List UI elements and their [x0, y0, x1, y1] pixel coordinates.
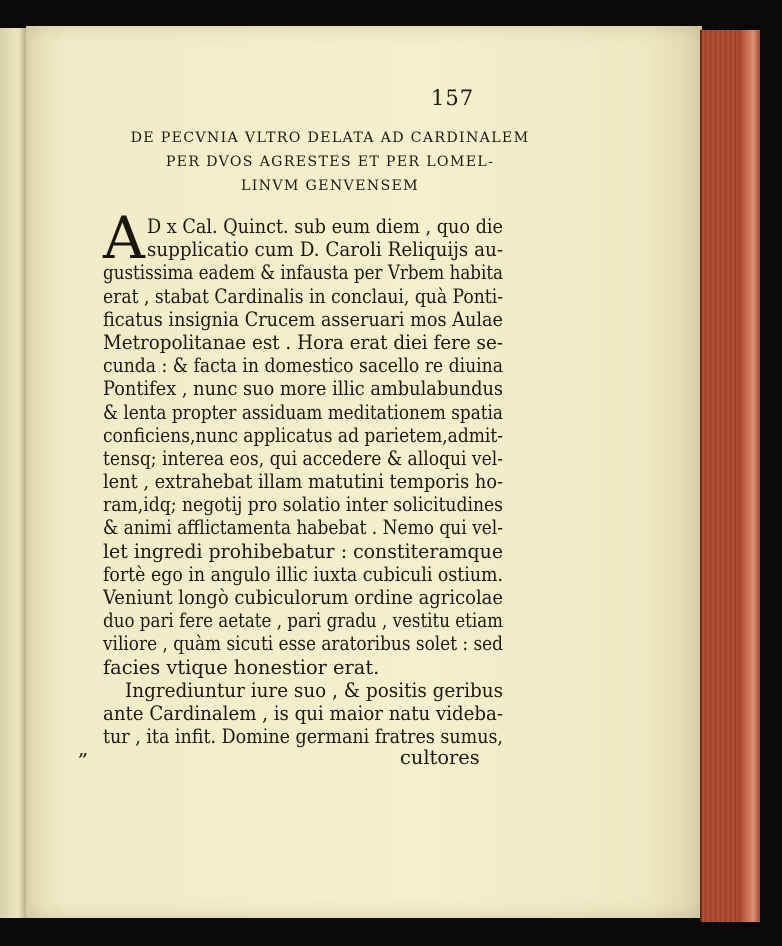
text-line: Pontifex , nunc suo more illic ambulabundus [103, 377, 503, 401]
text-line: duo pari fere aetate , pari gradu , vestitu etiam [103, 609, 503, 633]
quote-mark: „ [78, 736, 89, 760]
heading-line: PER DVOS AGRESTES ET PER LOMEL- [165, 154, 495, 170]
text-line: Ingrediuntur iure suo , & positis geribus [125, 678, 503, 702]
text-line: tur , ita infit. Domine germani fratres sumus, [103, 725, 503, 749]
cover-edge [738, 30, 760, 922]
text-line: viliore , quàm sicuti esse aratoribus solet : sed [103, 632, 503, 656]
text-line: ante Cardinalem , is qui maior natu videba- [103, 701, 503, 725]
chapter-heading [60, 126, 600, 198]
text-line: ram,idq; negotij pro solatio inter solicitudines [103, 493, 503, 517]
left-page-edge [0, 28, 27, 918]
text-line: Metropolitanae est . Hora erat diei fere se- [103, 330, 503, 354]
body-text [103, 215, 503, 748]
text-line: Veniunt longò cubiculorum ordine agricolae [103, 586, 503, 609]
page-block-edge [700, 30, 760, 922]
text-line: D x Cal. Quinct. sub eum diem , quo die [147, 215, 503, 238]
text-line: ficatus insignia Crucem asseruari mos Aulae [103, 307, 503, 331]
heading-line: DE PECVNIA VLTRO DELATA AD CARDINALEM [130, 130, 530, 146]
text-line: supplicatio cum D. Caroli Reliquijs au- [147, 238, 503, 262]
text-line: erat , stabat Cardinalis in conclaui, quà Ponti- [103, 284, 503, 308]
text-line: facies vtique honestior erat. [103, 655, 380, 679]
heading-line: LINVM GENVENSEM [241, 178, 419, 194]
page-number: 157 [431, 86, 475, 110]
text-line: gustissima eadem & infausta per Vrbem habita [103, 261, 503, 285]
text-line: fortè ego in angulo illic iuxta cubiculi ostium. [103, 562, 503, 586]
text-line: lent , extrahebat illam matutini temporis ho- [103, 470, 503, 494]
text-line: & lenta propter assiduam meditationem spatia [103, 400, 503, 424]
drop-cap: A [103, 204, 145, 272]
text-line: conficiens,nunc applicatus ad parietem,admit- [103, 423, 503, 447]
catchword: cultores [400, 746, 480, 769]
text-line: tensq; interea eos, qui accedere & alloqui vel- [103, 446, 503, 470]
text-line: cunda : & facta in domestico sacello re diuina [103, 354, 503, 378]
text-line: & animi afflictamenta habebat . Nemo qui vel- [103, 516, 503, 540]
text-line: let ingredi prohibebatur : constiteramque [103, 539, 503, 563]
